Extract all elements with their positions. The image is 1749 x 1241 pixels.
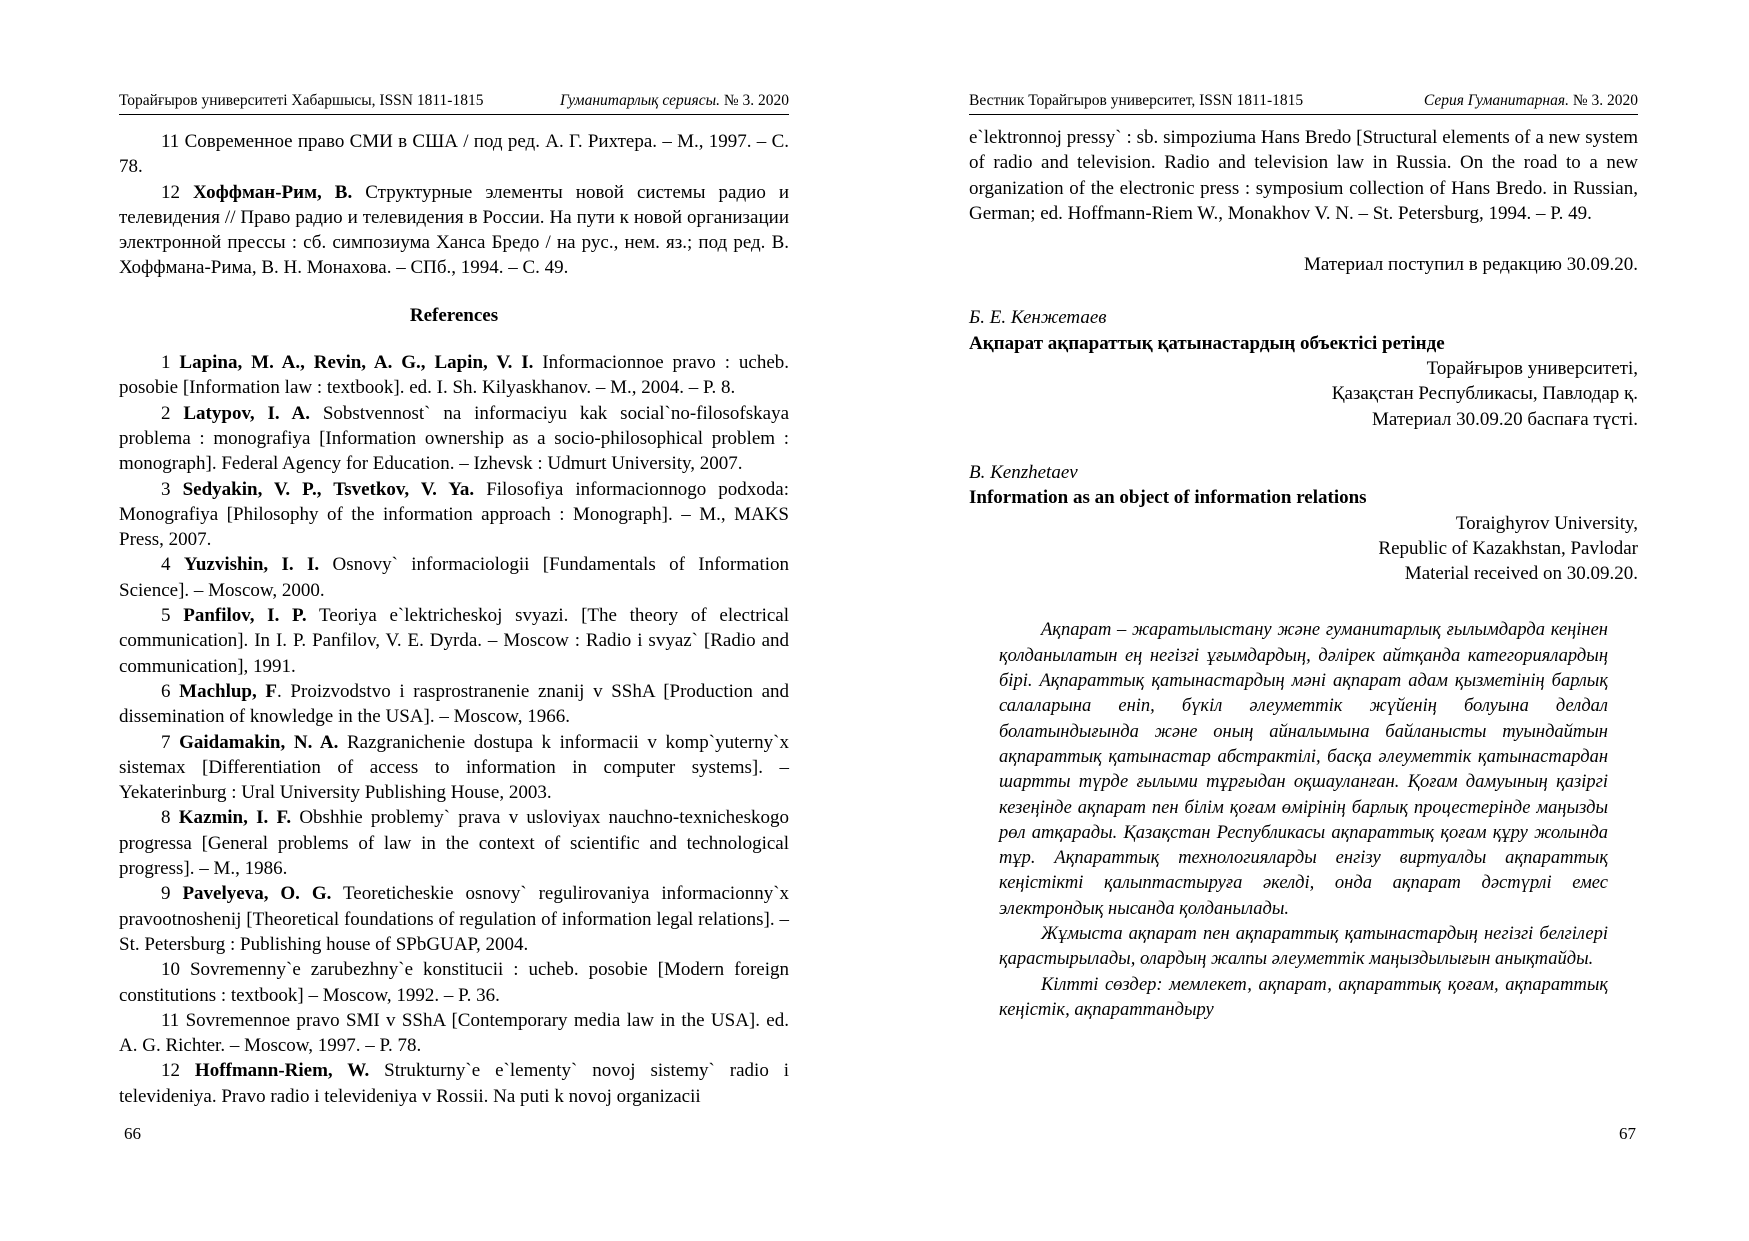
page-number: 67 bbox=[1619, 1124, 1636, 1143]
right-page bbox=[875, 0, 1749, 1241]
reference-item: 3 Sedyakin, V. P., Tsvetkov, V. Ya. Filosofiya informacionnogo podxoda: Monografiya [Philosophy of the information approach : Monograph]. – M., MAKS Press, 2007. bbox=[119, 478, 789, 551]
running-header-right bbox=[969, 92, 1638, 115]
reference-item: 6 Machlup, F. Proizvodstvo i rasprostranenie znanij v SShA [Production and dissemination of knowledge in the USA]. – Moscow, 1966. bbox=[119, 680, 789, 728]
right-body bbox=[969, 125, 1638, 1023]
left-body bbox=[119, 129, 789, 1109]
series-name: Серия Гуманитарная. bbox=[1423, 92, 1569, 109]
abstract-paragraph: Жұмыста ақпарат пен ақпараттық қатынастардың негізгі белгілері қарастырылады, олардың жалпы әлеуметтік маңыздылығын анықтайды. bbox=[999, 924, 1608, 970]
en-affiliation-2: Republic of Kazakhstan, Pavlodar bbox=[1378, 537, 1638, 559]
series-issue bbox=[560, 92, 789, 110]
kz-title: Ақпарат ақпараттық қатынастардың объектісі ретінде bbox=[969, 332, 1445, 354]
kz-author: Б. Е. Кенжетаев bbox=[969, 307, 1107, 329]
journal-name: Торайғыров университеті Хабаршысы, ISSN 1811-1815 bbox=[119, 92, 484, 109]
reference-item: 2 Latypov, I. A. Sobstvennost` na informaciyu kak social`no-filosofskaya problema : monografiya [Information ownership as a socio-philosophical problem : monograph]. Federal Agency for Education. – Izhevsk : Udmurt University, 2007. bbox=[119, 402, 790, 475]
abstract-paragraph: Ақпарат – жаратылыстану және гуманитарлық ғылымдарда кеңінен қолданылатын ең негізгі ұғымдардың, дәлірек айтқанда категориялардың бірі. Ақпараттық қатынастардың мәні ақпарат адам қызметінің барлық салаларына еніп, бүкіл әлеуметтік жүйенің болуына делдал болатындығында және оның айналымына байланысты туындайтын ақпараттық қатынастар абстрактілі, басқа әлеуметтік қатынастардан шартты түрде ғылыми тұрғыдан оқшауланған. Қоғам дамуының қазіргі кезеңінде ақпарат пен білім қоғам өмірінің барлық процестерінде маңызды рөл атқарады. Қазақстан Республикасы ақпараттық қоғам құру жолында тұр. Ақпараттық технологияларды енгізу виртуалды ақпараттық кеңістікті қалыптастыруға әкелді, онда ақпарат дәстүрлі емес электрондық нысанда қолданылады. bbox=[999, 620, 1608, 919]
page-number: 66 bbox=[124, 1124, 141, 1143]
reference-item: 12 Хоффман-Рим, В. Структурные элементы новой системы радио и телевидения // Право радио и телевидения в России. На пути к новой организации электронной прессы : сб. симпозиума Ханса Бредо / на рус., нем. яз.; под ред. В. Хоффмана-Рима, В. Н. Монахова. – СПб., 1994. – С. 49. bbox=[119, 181, 789, 279]
reference-item: 9 Pavelyeva, O. G. Teoreticheskie osnovy` regulirovaniya informacionny`x pravootnoshenij [Theoretical foundations of regulation of information legal relations]. – St. Petersburg : Publishing house of SPbGUAP, 2004. bbox=[119, 883, 790, 955]
references-heading: References bbox=[409, 304, 499, 326]
journal-name: Вестник Торайгыров университет, ISSN 1811-1815 bbox=[969, 92, 1304, 109]
en-title: Information as an object of information relations bbox=[969, 487, 1367, 509]
issue-number: № 3. 2020 bbox=[1572, 92, 1638, 109]
references-list bbox=[119, 350, 789, 1109]
reference-item: 11 Современное право СМИ в США / под ред. А. Г. Рихтера. – М., 1997. – С. 78. bbox=[119, 131, 789, 178]
reference-item: 12 Hoffmann-Riem, W. Strukturny`e e`lementy` novoj sistemy` radio i televideniya. Pravo radio i televideniya v Rossii. Na puti k novoj organizacii bbox=[119, 1060, 790, 1107]
reference-continuation: e`lektronnoj pressy` : sb. simpoziuma Hans Bredo [Structural elements of a new system of radio and television. Radio and television law in Russia. On the road to a new organization of the electronic press : symposium collection of Hans Bredo. in Russian, German; ed. Hoffmann-Riem W., Monakhov V. N. – St. Petersburg, 1994. – P. 49. bbox=[969, 127, 1638, 224]
reference-item: 1 Lapina, M. A., Revin, A. G., Lapin, V. I. Informacionnoe pravo : ucheb. posobie [Information law : textbook]. ed. I. Sh. Kilyaskhanov. – M., 2004. – P. 8. bbox=[119, 352, 789, 399]
reference-item: 4 Yuzvishin, I. I. Osnovy` informaciologii [Fundamentals of Information Science]. – Moscow, 2000. bbox=[119, 554, 789, 601]
running-header-left bbox=[119, 92, 789, 115]
kz-affiliation-1: Торайғыров университеті, bbox=[1426, 358, 1638, 380]
received-note-ru: Материал поступил в редакцию 30.09.20. bbox=[1303, 254, 1638, 276]
abstract bbox=[999, 618, 1608, 1023]
series-name: Гуманитарлық сериясы. bbox=[560, 92, 720, 109]
issue-number: № 3. 2020 bbox=[723, 92, 789, 109]
en-affiliation-1: Toraighyrov University, bbox=[1455, 512, 1638, 534]
kz-received: Материал 30.09.20 баспаға түсті. bbox=[1372, 408, 1638, 430]
reference-item: 5 Panfilov, I. P. Teoriya e`lektricheskoj svyazi. [The theory of electrical communication]. In I. P. Panfilov, V. E. Dyrda. – Moscow : Radio i svyaz` [Radio and communication], 1991. bbox=[119, 605, 790, 677]
en-author: B. Kenzhetaev bbox=[969, 461, 1078, 483]
en-received: Material received on 30.09.20. bbox=[1404, 563, 1638, 585]
series-issue bbox=[1424, 92, 1638, 110]
reference-item: 8 Kazmin, I. F. Obshhie problemy` prava v usloviyax nauchno-texnicheskogo progressa [General problems of law in the context of scientific and technological progress]. – M., 1986. bbox=[119, 807, 789, 880]
reference-item: 10 Sovremenny`e zarubezhny`e konstitucii : ucheb. posobie [Modern foreign constitutions : textbook] – Moscow, 1992. – P. 36. bbox=[119, 959, 789, 1006]
reference-item: 7 Gaidamakin, N. A. Razgranichenie dostupa k informacii v komp`yuterny`x sistemax [Differentiation of access to information in computer systems]. – Yekaterinburg : Ural University Publishing House, 2003. bbox=[119, 731, 790, 804]
keywords: Кілтті сөздер: мемлекет, ақпарат, ақпараттық қоғам, ақпараттық кеңістік, ақпараттандыру bbox=[999, 974, 1608, 1020]
kz-affiliation-2: Қазақстан Республикасы, Павлодар қ. bbox=[1331, 383, 1638, 405]
reference-item: 11 Sovremennoe pravo SMI v SShA [Contemporary media law in the USA]. ed. A. G. Richter. – Moscow, 1997. – P. 78. bbox=[119, 1009, 789, 1057]
